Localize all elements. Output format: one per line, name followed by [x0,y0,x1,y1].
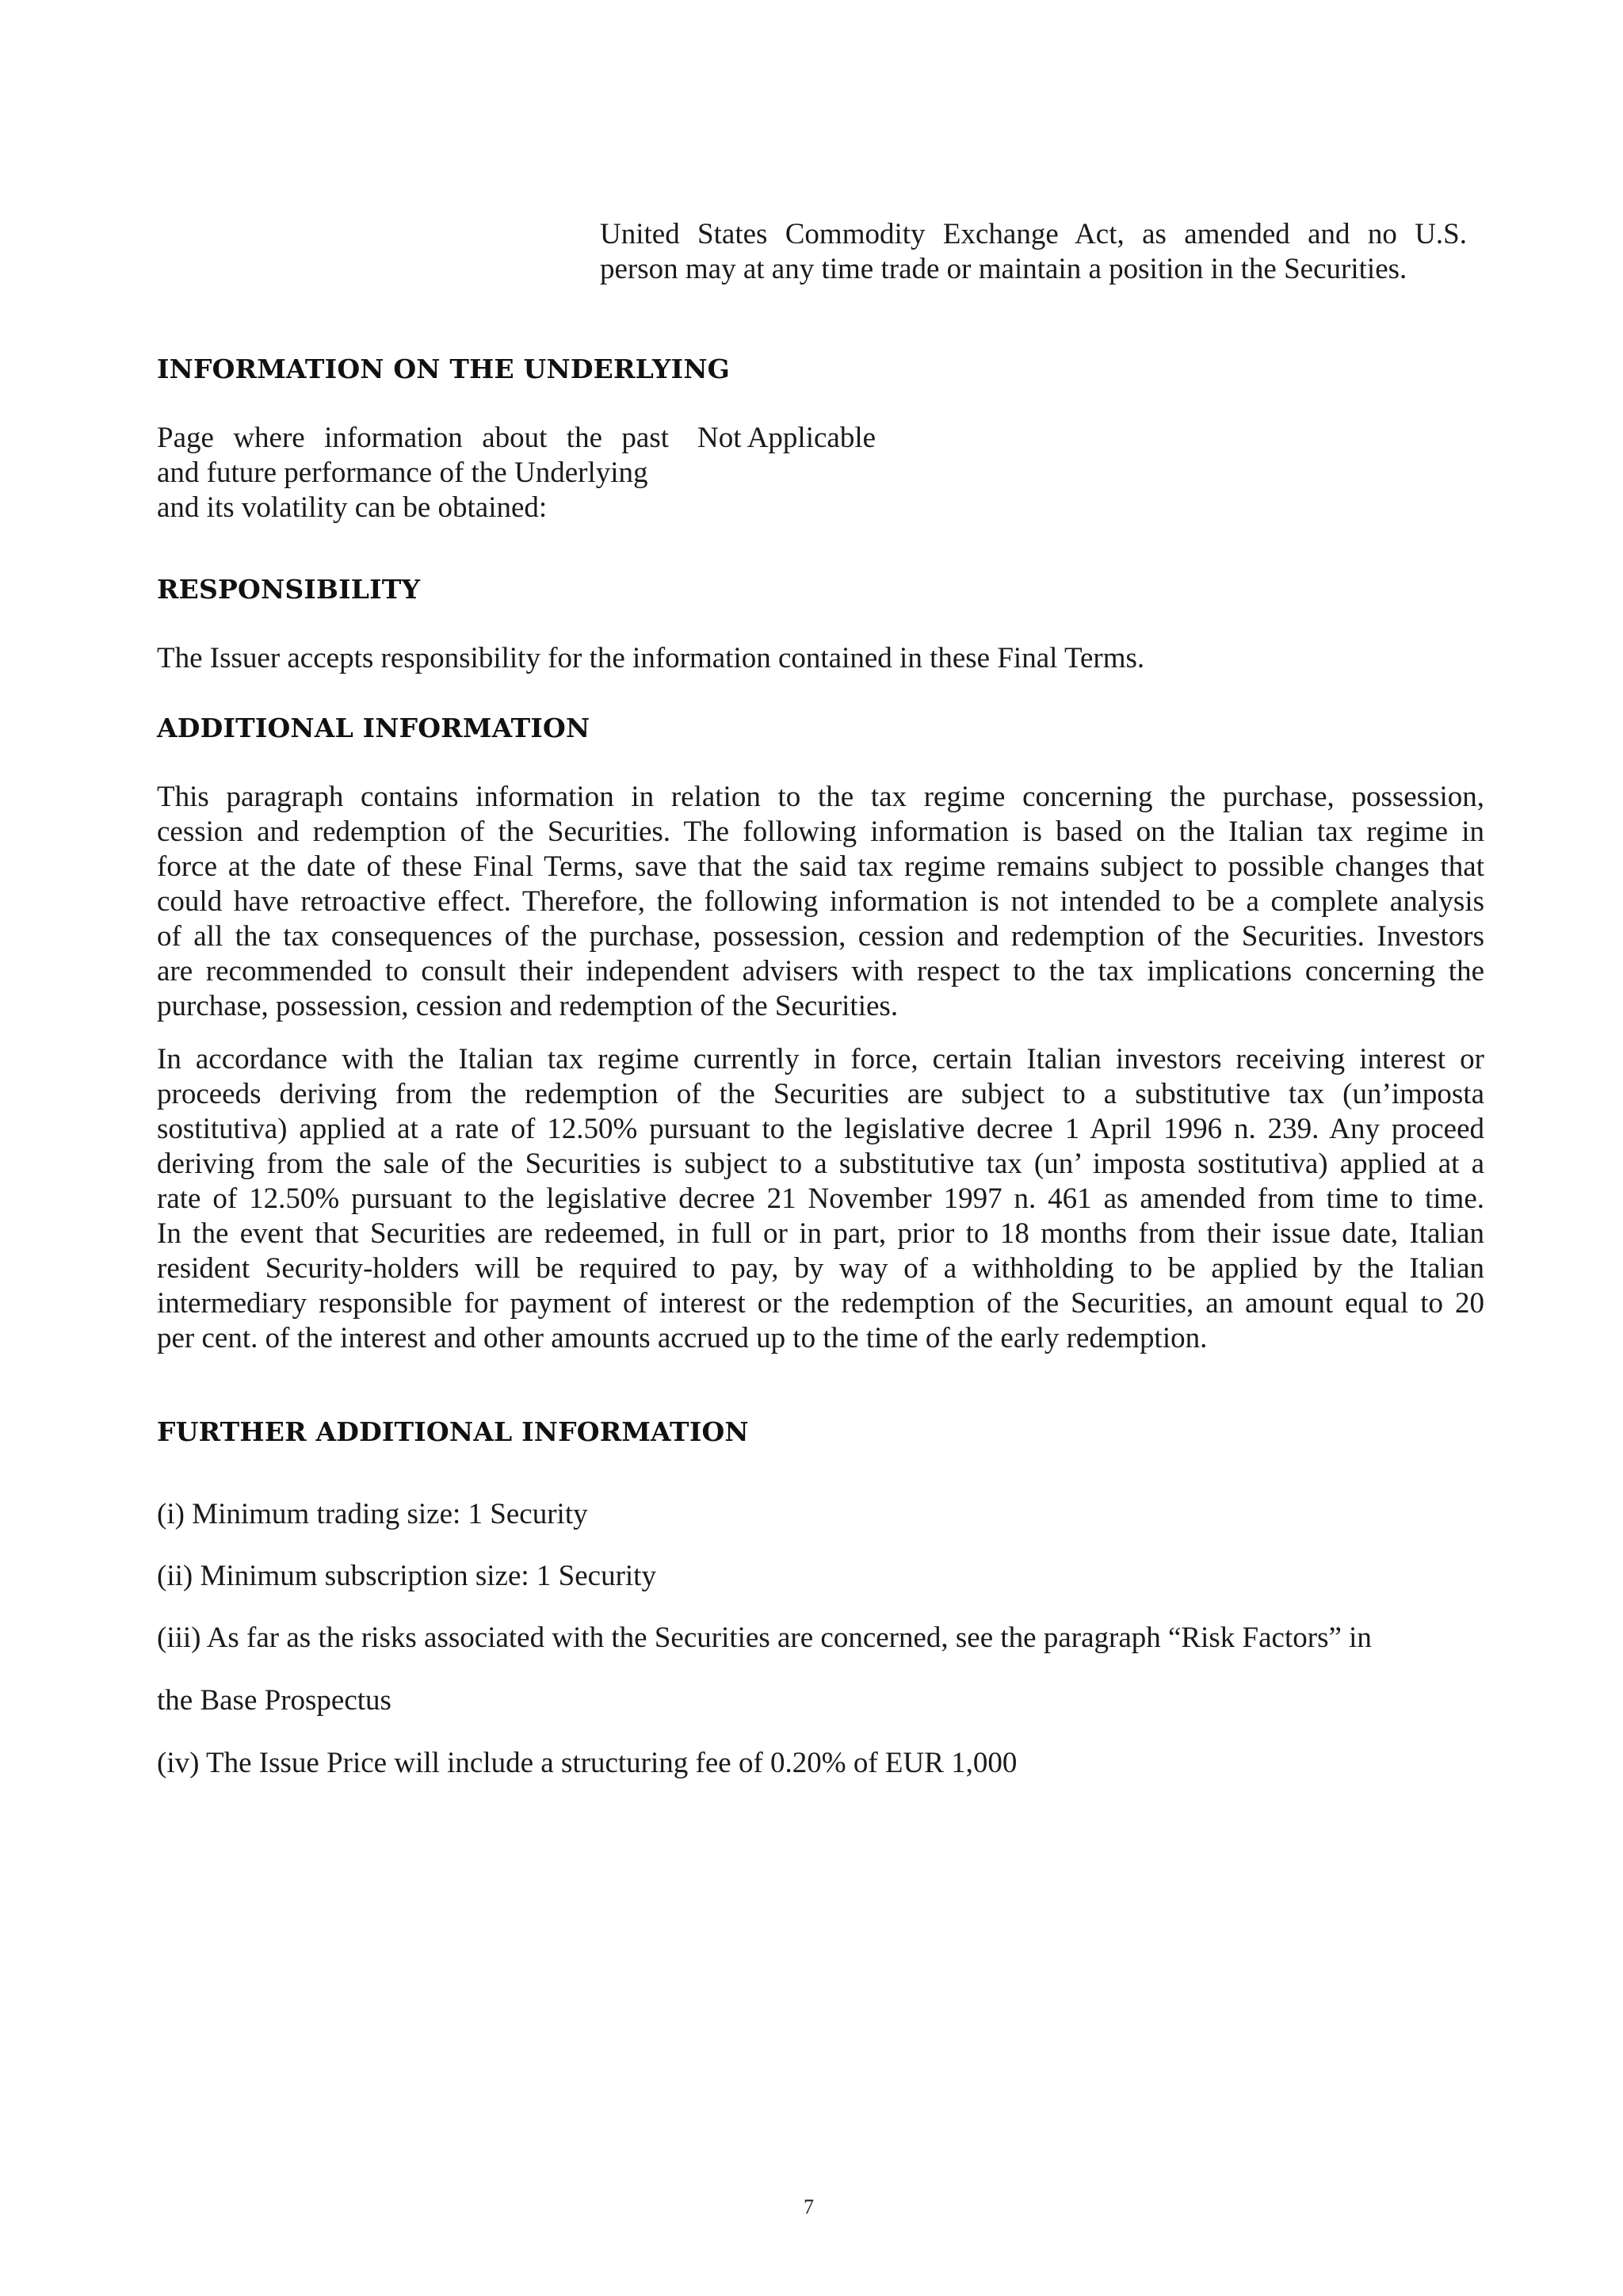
paragraph-1-line: are recommended to consult their independent advisers with respect to the tax implications concerning the [157,955,1484,988]
responsibility-text: The Issuer accepts responsibility for the information contained in these Final Terms. [157,642,1145,674]
responsibility-heading: RESPONSIBILITY [157,574,421,605]
paragraph-1-line: cession and redemption of the Securities. The following information is based on the Italian tax regime in [157,816,1484,848]
paragraph-2-line: per cent. of the interest and other amounts accrued up to the time of the early redemption. [157,1322,1208,1354]
paragraph-2-line: resident Security-holders will be required to pay, by way of a withholding to be applied by the Italian [157,1252,1484,1285]
paragraph-2-line: proceeds deriving from the redemption of the Securities are subject to a substitutive tax (un’imposta [157,1078,1484,1110]
paragraph-1-line: purchase, possession, cession and redemption of the Securities. [157,990,899,1022]
paragraph-2-line: deriving from the sale of the Securities is subject to a substitutive tax (un’ imposta sostitutiva) applied at a [157,1148,1484,1180]
page-number: 7 [804,2195,814,2218]
additional-heading: ADDITIONAL INFORMATION [157,712,590,743]
underlying-label [157,421,669,525]
further-heading: FURTHER ADDITIONAL INFORMATION [157,1416,749,1447]
additional-paragraph-2 [157,1042,1484,1356]
paragraph-2-line: intermediary responsible for payment of interest or the redemption of the Securities, an amount equal to 20 [157,1287,1484,1320]
paragraph-1-line: This paragraph contains information in relation to the tax regime concerning the purchase, possession, [157,781,1484,813]
underlying-value: Not Applicable [697,422,876,454]
paragraph-2-line: sostitutiva) applied at a rate of 12.50% pursuant to the legislative decree 1 April 1996 n. 239. Any proceed [157,1113,1484,1145]
additional-paragraph-1 [157,780,1484,1024]
paragraph-1-line: force at the date of these Final Terms, save that the said tax regime remains subject to possible changes that [157,850,1484,883]
underlying-label-line-1: Page where information about the past [157,422,669,454]
paragraph-1-line: could have retroactive effect. Therefore, the following information is not intended to be a complete analysis [157,885,1484,918]
paragraph-2-line: In the event that Securities are redeemed, in full or in part, prior to 18 months from their issue date, Italian [157,1217,1484,1250]
paragraph-2-line: rate of 12.50% pursuant to the legislative decree 21 November 1997 n. 461 as amended from time to time. [157,1182,1484,1215]
further-item-3-line-2: the Base Prospectus [157,1684,391,1717]
continuation-line-2: person may at any time trade or maintain a position in the Securities. [600,253,1407,285]
underlying-heading: INFORMATION ON THE UNDERLYING [157,353,731,384]
continuation-text [600,217,1467,287]
further-item-1: (i) Minimum trading size: 1 Security [157,1498,588,1530]
further-item-4: (iv) The Issue Price will include a structuring fee of 0.20% of EUR 1,000 [157,1747,1018,1779]
underlying-label-line-2: and future performance of the Underlying [157,457,648,489]
paragraph-1-line: of all the tax consequences of the purchase, possession, cession and redemption of the Securities. Investors [157,920,1484,953]
further-item-2: (ii) Minimum subscription size: 1 Security [157,1560,656,1592]
further-item-3-line-1: (iii) As far as the risks associated with the Securities are concerned, see the paragraph “Risk Factors” in [157,1622,1372,1654]
continuation-line-1: United States Commodity Exchange Act, as amended and no U.S. [600,218,1467,250]
underlying-label-line-3: and its volatility can be obtained: [157,491,548,524]
paragraph-2-line: In accordance with the Italian tax regime currently in force, certain Italian investors receiving interest or [157,1043,1484,1075]
